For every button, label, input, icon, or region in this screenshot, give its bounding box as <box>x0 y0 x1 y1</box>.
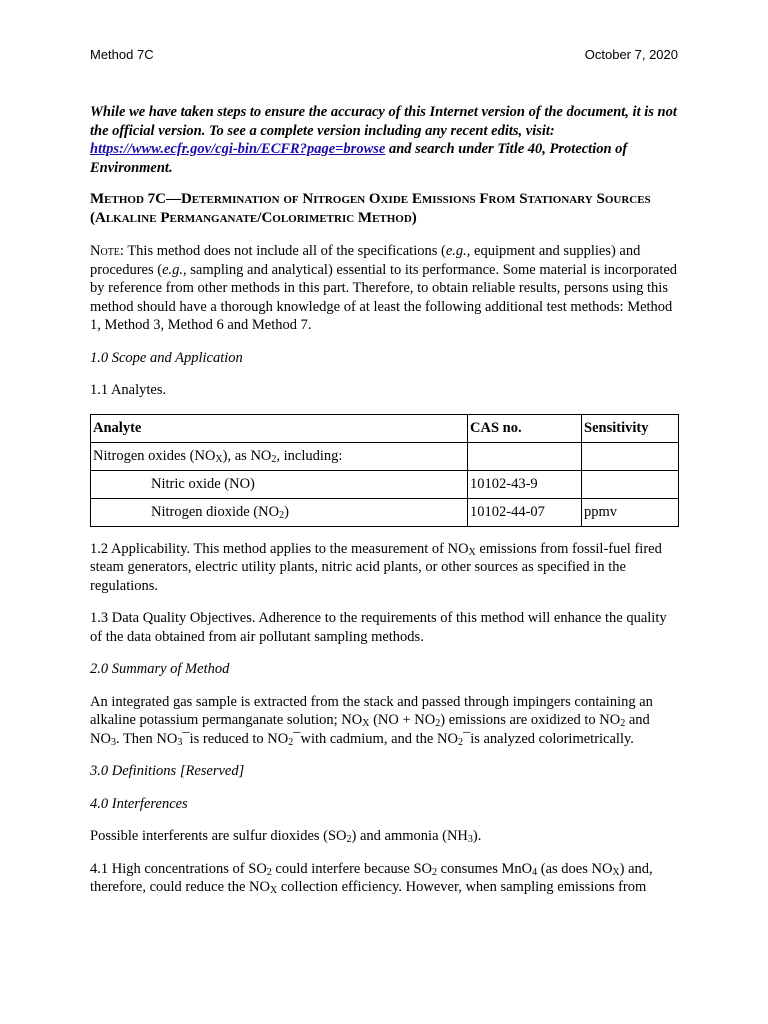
sensitivity-cell <box>582 442 679 470</box>
para-subscript: 3 <box>110 736 116 748</box>
para-subscript: X <box>468 546 476 558</box>
notice-text-1: While we have taken steps to ensure the accuracy of this Internet version of the document, it is not the official version. To see a complete version including any recent edits, visit: <box>90 104 677 139</box>
cas-cell: 10102-43-9 <box>468 470 582 498</box>
para-text: ¯is reduced to NO <box>182 730 289 747</box>
analyte-table <box>90 414 679 527</box>
cell-text: ) <box>284 503 289 520</box>
analytes-label: 1.1 Analytes. <box>90 382 167 398</box>
table-header-row <box>91 414 679 442</box>
para-text: (NO + NO <box>369 712 436 728</box>
para-subscript: X <box>612 866 620 878</box>
para-text: 4.1 High concentrations of SO <box>90 860 267 877</box>
table-header-cell: Sensitivity <box>582 414 679 442</box>
table-row <box>91 470 679 498</box>
cas-cell <box>468 442 582 470</box>
cell-text: ), as NO <box>222 447 272 464</box>
para-text: emissions from fossil-fuel fired steam generators, electric utility plants, nitric acid plants, or other sources as specified in the regulations. <box>90 540 662 594</box>
para-subscript: 2 <box>266 866 272 878</box>
para-text: An integrated gas sample is extracted from the stack and passed through impingers containing an alkaline potassium permanganate solution; NO <box>90 693 653 728</box>
para-text: ¯is analyzed colorimetrically. <box>462 730 634 747</box>
running-header-left: Method 7C <box>90 47 154 62</box>
table-row <box>91 442 679 470</box>
applicability-paragraph <box>90 540 680 596</box>
cas-cell: 10102-44-07 <box>468 498 582 526</box>
section-heading-3: 3.0 Definitions [Reserved] <box>90 763 245 779</box>
note-text: : This method does not include all of the specifications ( <box>119 243 446 259</box>
section-heading-4: 4.0 Interferences <box>90 795 188 812</box>
section-heading-1: 1.0 Scope and Application <box>90 349 243 366</box>
para-subscript: 2 <box>288 736 294 748</box>
para-text: ¯with cadmium, and the NO <box>293 730 458 747</box>
para-subscript: 2 <box>620 718 626 729</box>
para-text: and NO <box>90 712 650 747</box>
para-subscript: X <box>269 885 278 896</box>
para-text: (as does NO <box>537 860 613 877</box>
analyte-cell: Nitric oxide (NO) <box>91 470 468 498</box>
cell-text: Nitrogen dioxide (NO <box>151 503 280 520</box>
interferents-paragraph <box>90 827 680 846</box>
interference-4-1-paragraph <box>90 860 680 897</box>
para-text: ). <box>472 828 482 844</box>
para-text: ) emissions are oxidized to NO <box>440 712 621 728</box>
note-paragraph <box>90 242 680 335</box>
summary-paragraph <box>90 693 680 749</box>
cell-subscript: 2 <box>271 453 277 465</box>
note-text: equipment and supplies) and procedures ( <box>90 243 641 278</box>
para-text: . Then NO <box>115 730 178 747</box>
table-row <box>91 498 679 526</box>
para-text: 1.2 Applicability. This method applies to the measurement of NO <box>90 540 469 557</box>
note-text: sampling and analytical) essential to its performance. Some material is incorporated by reference from other methods in this part. Therefore, to obtain reliable results, persons using this method should have a thorough knowledge of at least the following additional test methods: Method 1, Method 3, Method 6 and Method 7. <box>90 261 678 333</box>
note-eg: e.g., <box>445 243 471 259</box>
para-subscript: 2 <box>435 718 441 729</box>
table-header-cell: CAS no. <box>468 414 582 442</box>
note-label: Note <box>90 243 120 259</box>
note-eg: e.g., <box>162 261 187 278</box>
sensitivity-cell: ppmv <box>582 498 679 526</box>
section-heading-2: 2.0 Summary of Method <box>90 661 230 677</box>
cell-subscript: 2 <box>279 509 285 521</box>
disclaimer-notice <box>90 103 680 177</box>
cell-subscript: X <box>215 453 223 465</box>
para-subscript: 2 <box>457 736 463 748</box>
para-subscript: 4 <box>532 866 538 878</box>
para-subscript: 3 <box>467 834 473 845</box>
notice-text-2: and search under Title 40, Protection of Environment. <box>90 141 628 176</box>
analyte-cell <box>91 498 468 526</box>
analyte-cell <box>91 442 468 470</box>
para-text: consumes MnO <box>437 860 533 877</box>
para-subscript: 3 <box>177 736 183 748</box>
para-text: could interfere because SO <box>271 860 433 877</box>
para-subscript: X <box>362 718 370 729</box>
cell-text: Nitrogen oxides (NO <box>93 447 216 464</box>
para-text: collection efficiency. However, when sampling emissions from <box>277 879 647 895</box>
para-text: Possible interferents are sulfur dioxides (SO <box>90 828 347 844</box>
data-quality-paragraph: 1.3 Data Quality Objectives. Adherence to the requirements of this method will enhance the quality of the data obtained from air pollutant sampling methods. <box>90 610 667 645</box>
table-header-cell: Analyte <box>91 414 468 442</box>
document-body <box>90 103 680 911</box>
para-subscript: 2 <box>346 834 352 845</box>
para-text: ) and ammonia (NH <box>351 828 468 844</box>
para-text: ) and, therefore, could reduce the NO <box>90 860 653 895</box>
cell-text: , including: <box>276 447 343 464</box>
method-title: Method 7C—Determination of Nitrogen Oxide Emissions From Stationary Sources (Alkaline Permanganate/Colorimetric Method) <box>90 191 651 226</box>
sensitivity-cell <box>582 470 679 498</box>
ecfr-link[interactable]: https://www.ecfr.gov/cgi-bin/ECFR?page=browse <box>90 141 386 157</box>
running-header-date: October 7, 2020 <box>584 47 678 62</box>
para-subscript: 2 <box>432 866 438 878</box>
